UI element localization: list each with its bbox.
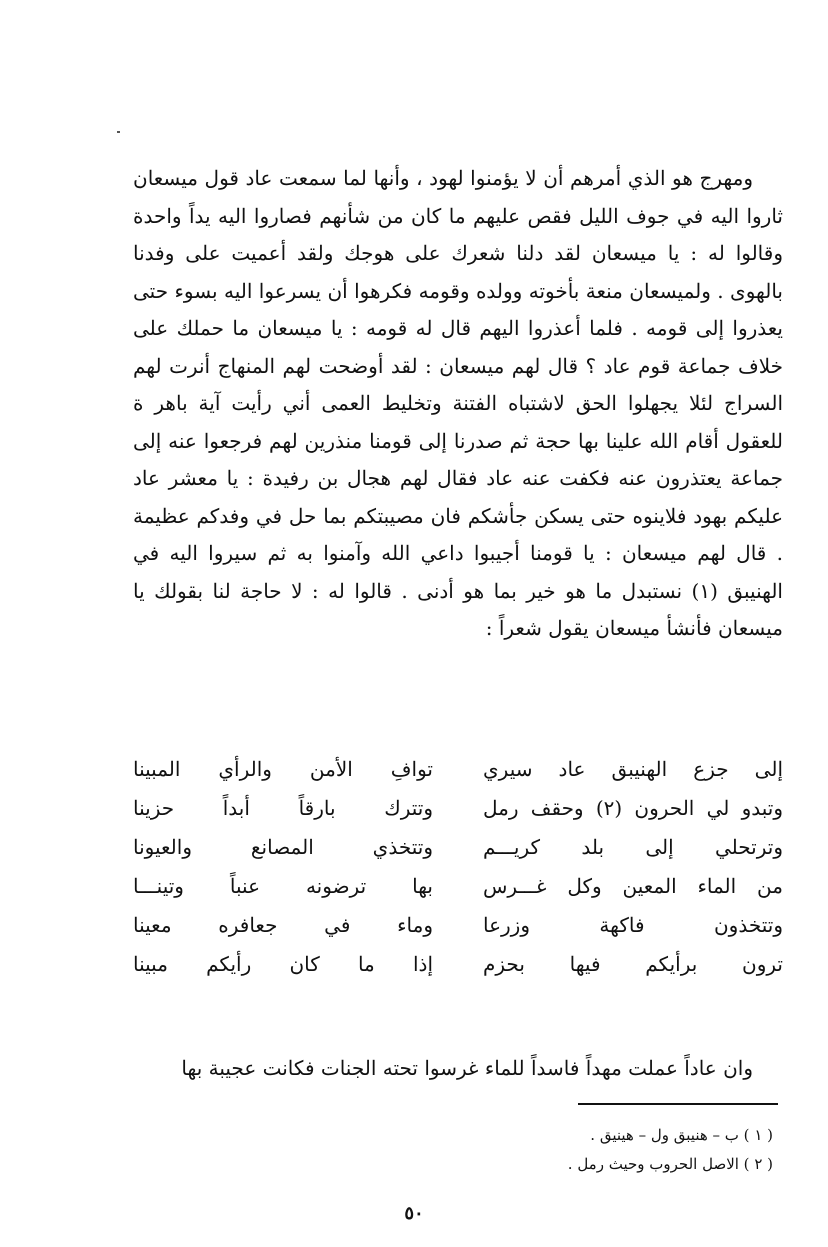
poem-verse-4: [133, 867, 783, 906]
verse-first-hemistich: إلى جزع الهنيبق عاد سيري: [483, 757, 783, 781]
verse-second-hemistich: توافِ الأمن والرأي المبينا: [133, 757, 433, 781]
verse-first-hemistich: من الماء المعين وكل غـــرس: [483, 874, 783, 898]
poem-verse-3: [133, 828, 783, 867]
footnotes: [273, 1121, 773, 1179]
poem-verse-1: [133, 750, 783, 789]
margin-mark: [117, 131, 120, 133]
footnote-2: ( ٢ ) الاصل الحروب وحيث رمل .: [567, 1155, 773, 1173]
verse-first-hemistich: وتبدو لي الحرون (٢) وحقف رمل: [483, 796, 783, 820]
poem: [133, 750, 783, 984]
verse-second-hemistich: وتترك بارقاً أبداً حزينا: [133, 796, 433, 820]
poem-verse-2: [133, 789, 783, 828]
closing-paragraph: وان عاداً عملت مهداً فاسداً للماء غرسوا تحته الجنات فكانت عجيبة بها: [181, 1056, 753, 1080]
verse-first-hemistich: وتتخذون فاكهة وزرعا: [483, 913, 783, 937]
footnote-divider: [578, 1103, 778, 1105]
verse-second-hemistich: وتتخذي المصانع والعيونا: [133, 835, 433, 859]
poem-verse-6: [133, 945, 783, 984]
verse-first-hemistich: ترون برأيكم فيها بحزم: [483, 952, 783, 976]
verse-second-hemistich: بها ترضونه عنباً وتينـــا: [133, 874, 433, 898]
verse-second-hemistich: وماء في جعافره معينا: [133, 913, 433, 937]
page-number: ٥٠: [404, 1203, 424, 1224]
poem-verse-5: [133, 906, 783, 945]
footnote-1: ( ١ ) ب – هنيبق ول – هينيق .: [590, 1126, 773, 1144]
prose-paragraph: ومهرج هو الذي أمرهم أن لا يؤمنوا لهود ، وأنها لما سمعت عاد قول ميسعان ثاروا اليه في جوف الليل فقص عليهم ما كان من شأنهم فصاروا اليه يداً واحدة وقالوا له : يا ميسعان لقد دلنا شعرك على هوجك ولقد أعميت على وفدنا بالهوى . ولميسعان منعة بأخوته وولده وقومه فكرهوا أن يسرعوا اليه بسوء حتى يعذروا إلى قومه . فلما أعذروا اليهم قال له قومه : يا ميسعان ما حملك على خلاف جماعة قوم عاد ؟ قال لهم ميسعان : لقد أوضحت لهم المنهاج أنرت لهم السراج لئلا يجهلوا الحق لاشتباه الفتنة وتخليط العمى أني رأيت آية باهر ة للعقول أقام الله علينا بها حجة ثم صدرنا إلى قومنا منذرين لهم فرجعوا عنه إلى جماعة يعتذرون عنه فكفت عنه عاد فقال لهم هجال بن رفيدة : يا معشر عاد عليكم بهود فلاينوه حتى يسكن جأشكم فان مصيبتكم بما حل في وفدكم عظيمة . قال لهم ميسعان : يا قومنا أجيبوا داعي الله وآمنوا به ثم سيروا اليه في الهنيبق (١) نستبدل ما هو خير بما هو أدنى . قالوا له : لا حاجة لنا بقولك يا ميسعان فأنشأ ميسعان يقول شعراً :: [133, 166, 783, 640]
main-prose: [133, 160, 783, 648]
verse-first-hemistich: وترتحلي إلى بلد كريـــم: [483, 835, 783, 859]
verse-second-hemistich: إذا ما كان رأيكم مبينا: [133, 952, 433, 976]
